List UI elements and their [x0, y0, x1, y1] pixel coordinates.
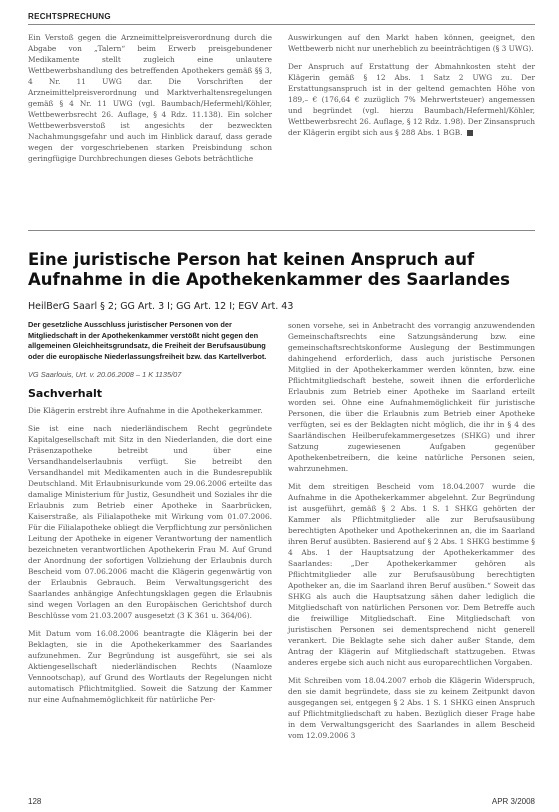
article-right-column	[288, 320, 535, 748]
lead-paragraph: Der gesetzliche Ausschluss juristischer Personen von der Mitgliedschaft in der Apothekenkammer verstößt nicht gegen den allgemeinen Gleichheitsgrundsatz, die Freiheit der Berufsausübung oder die europäische Niederlassungsfreiheit bzw. das Kartellverbot.	[28, 320, 267, 361]
page-number: 128	[28, 797, 42, 806]
section-header: RECHTSPRECHUNG	[28, 12, 111, 21]
top-left-paragraph: Ein Verstoß gegen die Arzneimittelpreisverordnung durch die Abgabe von „Talern“ beim Erwerb preisgebundener Medikamente stellt zugleich eine unlautere Wettbewerbshandlung des betreffenden Apothekers gemäß §§ 3, 4 Nr. 11 UWG dar. Die Vorschriften der Arzneimittelpreisverordnung und Marktverhaltensregelungen gemäß § 4 Nr. 11 UWG (vgl. Baumbach/Hefermehl/Köhler, Wettbewerbsrecht 26. Auflage, § 4 Rdz. 11.138). Ein solcher Wettbewerbsverstoß ist angesichts der bezweckten Nachahmungsgefahr und auch im Hinblick darauf, dass gerade wegen der vorgeschriebenen starken Preisbindung schon geringfügige Durchbrechungen dieses Gebots beträchtliche	[28, 33, 272, 163]
top-left-column	[28, 32, 272, 171]
body-paragraph: Sie ist eine nach niederländischem Recht gegründete Kapitalgesellschaft mit Sitz in den Niederlanden, die dort eine Präsenzapotheke betreibt und über eine Versandhandelserlaubnis verfügt. Sie betreibt den Versandhandel mit Medikamenten auch in die Bundesrepublik Deutschland. Mit Erlaubnisurkunde vom 29.06.2006 erteilte das damalige Ministerium für Justiz, Gesundheit und Soziales ihr die Erlaubnis zum Betrieb einer Apotheke in Saarbrücken, Kaiserstraße, als Filialapotheke mit Wirkung vom 01.07.2006. Für die Filialapotheke obliegt die Verpflichtung zur persönlichen Leitung der Apotheke in eigener Verantwortung der namentlich bezeichneten verantwortlichen Apothekerin Frau M. Auf Grund der Anordnung der sofortigen Vollziehung der Erlaubnis durch Bescheid vom 07.06.2006 macht die Klägerin gegenwärtig von der Erlaubnis Gebrauch. Beim Verwaltungsgericht des Saarlandes anhängige Anfechtungsklagen gegen die Erlaubnis sind wegen Vorlagen an den Europäischen Gerichtshof durch Beschlüsse vom 21.03.2007 ausgesetzt (3 K 361 u. 364/06).	[28, 424, 272, 620]
body-paragraph: Mit dem streitigen Bescheid vom 18.04.2007 wurde die Aufnahme in die Apothekerkammer abgelehnt. Zur Begründung ist ausgeführt, gemäß § 2 Abs. 1 S. 1 SHKG gehörten der Kammer als Pflichtmitglieder alle zur Berufsausübung berechtigten Apotheker und Apothekerinnen an, die im Saarland ihren Beruf ausübten. Basierend auf § 2 Abs. 1 SHKG bestimme § 4 Abs. 1 der Hauptsatzung der Apothekerkammer des Saarlandes: „Der Apothekerkammer gehören als Pflichtmitglieder alle zur Berufsausübung berechtigten Apotheker an, die im Saarland ihren Beruf ausüben.“ Soweit das SHKG als auch die Hauptsatzung sähen daher lediglich die Mitgliedschaft von natürlichen Personen vor. Dem Betreffe auch die freiwillige Mitgliedschaft. Eine Mitgliedschaft von juristischen Personen sei dementsprechend nicht generell verankert. Die Beklagte sehe sich daher außer Stande, dem Antrag der Klägerin auf Mitgliedschaft stattzugeben. Etwas anderes ergebe sich auch nicht aus europarechtlichen Vorgaben.	[288, 482, 535, 667]
section-heading: Sachverhalt	[28, 387, 103, 400]
body-paragraph: Mit Schreiben vom 18.04.2007 erhob die Klägerin Widerspruch, den sie damit begründete, dass sie zu keinem Zeitpunkt davon ausgegangen sei, entgegen § 2 Abs. 1 S. 1 SHKG einen Anspruch auf Pflichtmitgliedschaft zu haben. Bezüglich dieser Frage habe in dem Verwaltungsgericht des Saarlandes in allem Bescheid vom 12.09.2006 3	[288, 676, 535, 740]
top-right-paragraph-1: Auswirkungen auf den Markt haben können, geeignet, den Wettbewerb nicht nur unerheblich zu beeinträchtigen (§ 3 UWG).	[288, 33, 535, 53]
body-paragraph: Mit Datum vom 16.08.2006 beantragte die Klägerin bei der Beklagten, sie in die Apothekerkammer des Saarlandes aufzunehmen. Zur Begründung ist ausgeführt, sie sei als Aktiengesellschaft niederländischen Rechts (Naamloze Vennootschap), auf Grund des Wortlauts der Regelungen nicht automatisch Pflichtmitglied. Soweit die Satzung der Kammer nur eine Aufnahmemöglichkeit für natürliche Per-	[28, 629, 272, 704]
body-paragraph: Die Klägerin erstrebt ihre Aufnahme in die Apothekerkammer.	[28, 406, 263, 415]
court-reference: VG Saarlouis, Urt. v. 20.06.2008 – 1 K 1135/07	[28, 370, 182, 379]
top-right-paragraph-2: Der Anspruch auf Erstattung der Abmahnkosten steht der Klägerin gemäß § 12 Abs. 1 Satz 2 UWG zu. Der Erstattungsanspruch ist in der geltend gemachten Höhe von 189,– € (176,64 € zuzüglich 7% Mehrwertsteuer) angemessen und begründet (vgl. hierzu Baumbach/Hefermehl/Köhler, Wettbewerbsrecht 26. Auflage, § 12 Rdz. 1.98). Der Zinsanspruch der Klägerin ergibt sich aus § 288 Abs. 1 BGB.	[288, 62, 535, 137]
article-title: Eine juristische Person hat keinen Anspruch auf Aufnahme in die Apothekenkammer des Saarlandes	[28, 250, 510, 289]
article-left-column	[28, 320, 272, 712]
top-right-column	[288, 32, 535, 145]
body-paragraph: sonen vorsehe, sei in Anbetracht des vorrangig anzuwendenden Gemeinschaftsrechts eine Satzungsänderung bzw. eine gemeinschaftsrechtskonforme Auslegung der Bestimmungen dahingehend erforderlich, dass auch juristische Personen Mitglied in der Apothekerkammer werden könnten, bzw. eine Pflichtmitgliedschaft bestehe, soweit ihnen die erforderliche Erlaubnis zum Betrieb einer Apotheke im Saarland erteilt worden sei. Ohne eine Aufnahmemöglichkeit für juristische Personen, die über die Erlaubnis zum Betrieb einer Apotheke verfügten, sei es der Beklagten nicht möglich, die ihr in § 4 des Saarländischen Heilberufekammergesetzes (SHKG) und ihrer Satzung zugewiesenen Aufgaben gegenüber Apothekenbetreibern, die keine natürliche Personen seien, wahrzunehmen.	[288, 321, 535, 473]
issue-label: APR 3/2008	[491, 797, 535, 806]
article-divider	[28, 230, 535, 231]
header-rule	[28, 24, 535, 25]
article-citation: HeilBerG Saarl § 2; GG Art. 3 I; GG Art. 12 I; EGV Art. 43	[28, 301, 294, 312]
end-mark-icon	[467, 130, 473, 136]
